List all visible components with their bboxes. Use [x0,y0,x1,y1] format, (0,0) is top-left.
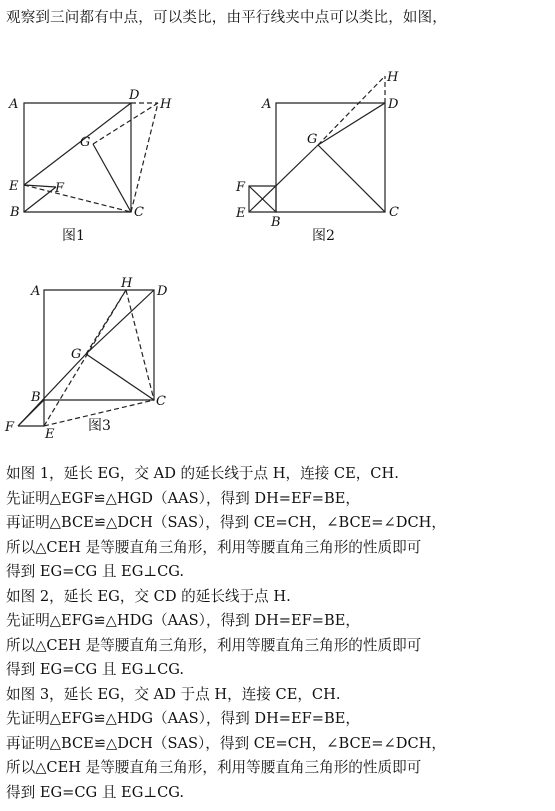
intro-text: 观察到三问都有中点，可以类比，由平行线夹中点可以类比，如图， [6,10,447,26]
solution-line: 先证明△EFG≌△HDG（AAS），得到 DH=EF=BE， [6,710,360,727]
fig3-square [44,290,154,400]
fig1-label-d: D [129,88,140,103]
fig2-label-c: C [389,205,399,220]
solution-line: 得到 EG=CG 且 EG⊥CG. [6,563,185,580]
solution-line: 先证明△EFG≌△HDG（AAS），得到 DH=EF=BE， [6,612,360,629]
solution-line: 如图 3，延长 EG，交 AD 于点 H，连接 CE，CH. [6,685,341,703]
fig1-line-eh [24,103,131,185]
fig2-line-eg [249,145,318,212]
fig3-label-e: E [45,427,55,442]
fig1-label-b: B [10,205,20,220]
fig3-caption: 图3 [88,418,111,434]
solution-line: 如图 1，延长 EG，交 AD 的延长线于点 H，连接 CE，CH. [6,465,399,482]
fig3-label-g: G [71,347,82,362]
fig3-label-d: D [157,284,168,299]
fig1-label-h: H [160,97,172,112]
fig1-line-gc [93,144,131,212]
fig2-label-a: A [262,97,272,112]
solution-line: 所以△CEH 是等腰直角三角形，利用等腰直角三角形的性质即可 [6,636,422,654]
fig1-line-ch [131,103,158,212]
fig2-line-gd [318,103,385,145]
fig1-line-gh [93,103,158,144]
fig3-label-a: A [31,284,41,299]
figure-1 [8,88,172,244]
figure-3 [4,276,168,442]
fig1-label-f: F [55,181,65,196]
solution-line: 所以△CEH 是等腰直角三角形，利用等腰直角三角形的性质即可 [6,538,422,556]
fig2-line-gc [318,145,385,212]
fig2-line-gh [318,76,385,145]
fig2-caption: 图2 [312,228,335,244]
fig1-caption: 图1 [62,228,85,244]
fig2-label-f: F [236,180,246,195]
fig1-label-e: E [9,179,19,194]
solution-line: 得到 EG=CG 且 EG⊥CG. [6,783,185,801]
fig2-label-e: E [236,206,246,221]
fig2-label-d: D [388,97,399,112]
fig1-label-a: A [9,97,19,112]
solution-line: 得到 EG=CG 且 EG⊥CG. [6,661,185,678]
fig2-label-b: B [271,215,281,230]
fig3-label-c: C [156,394,166,409]
fig3-line-fg [18,354,86,426]
fig1-line-ec [24,185,131,212]
solution-line: 再证明△BCE≌△DCH（SAS），得到 CE=CH，∠BCE=∠DCH， [6,514,446,531]
solution-line: 再证明△BCE≌△DCH（SAS），得到 CE=CH，∠BCE=∠DCH， [6,734,446,752]
fig3-label-f: F [5,420,15,435]
solution-line: 如图 2，延长 EG，交 CD 的延长线于点 H. [6,587,291,605]
solution-line: 所以△CEH 是等腰直角三角形，利用等腰直角三角形的性质即可 [6,759,422,776]
fig2-label-h: H [387,70,399,85]
solution-line: 先证明△EGF≌△HGD（AAS），得到 DH=EF=BE， [6,489,360,507]
fig3-label-b: B [31,390,41,405]
solution-text [6,462,446,805]
fig1-label-c: C [134,205,144,220]
fig2-label-g: G [307,132,318,147]
fig1-label-g: G [80,135,91,150]
fig1-square [24,103,131,212]
fig1-line-bf [24,187,56,212]
fig3-label-h: H [121,276,133,291]
figure-2 [235,70,399,244]
